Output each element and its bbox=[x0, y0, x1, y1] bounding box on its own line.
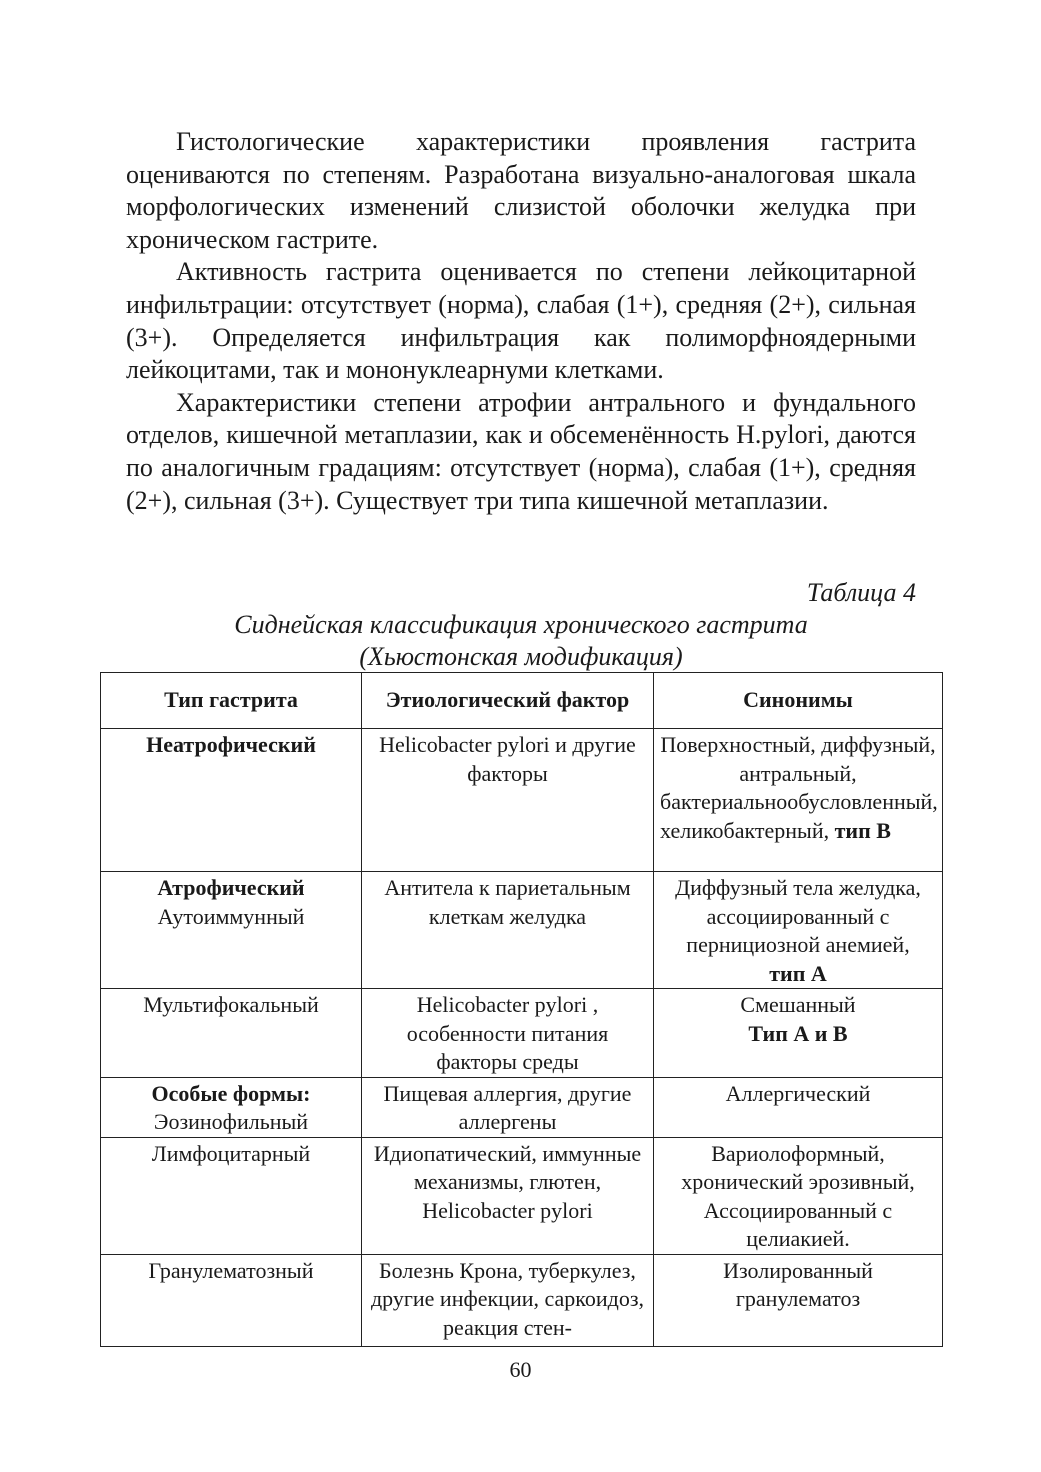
paragraph: Гистологические характеристики проявления гастрита оцениваются по степеням. Разработана визуально-аналоговая шкала морфологических изменений слизистой оболочки желудка при хроническом гастрите. bbox=[126, 127, 916, 254]
synonyms-bold: тип В bbox=[834, 817, 891, 843]
type-cell bbox=[101, 872, 362, 989]
header-cell: Тип гастрита bbox=[101, 673, 362, 729]
etiology-cell: Helicobacter pylori и другие факторы bbox=[362, 729, 654, 872]
synonyms-cell bbox=[654, 872, 943, 989]
type-cell bbox=[101, 729, 362, 872]
type-text: Гранулематозный bbox=[148, 1257, 314, 1283]
synonyms-cell bbox=[654, 1254, 943, 1346]
type-cell bbox=[101, 989, 362, 1078]
table-title-line: Сиднейская классификация хронического гастрита bbox=[234, 610, 808, 639]
etiology-cell: Helicobacter pylori , особенности питания факторы среды bbox=[362, 989, 654, 1078]
table-title-line: (Хьюстонская модификация) bbox=[359, 642, 683, 671]
table-row bbox=[101, 1254, 943, 1346]
type-text: Аутоиммунный bbox=[157, 903, 305, 929]
synonyms-cell bbox=[654, 989, 943, 1078]
page-number: 60 bbox=[509, 1357, 532, 1382]
type-bold: Особые формы: bbox=[151, 1080, 311, 1106]
type-text: Эозинофильный bbox=[153, 1109, 309, 1134]
type-text: Лимфоцитарный bbox=[151, 1140, 311, 1166]
table-row bbox=[101, 1077, 943, 1137]
etiology-text: Болезнь Крона, туберкулез, другие инфекции, саркоидоз, реакция стен- bbox=[370, 1257, 645, 1340]
paragraph: Активность гастрита оценивается по степени лейкоцитарной инфильтрации: отсутствует (норма), слабая (1+), средняя (2+), сильная (3+). Определяется инфильтрация как полиморфноядерными лейкоцитами, так и мононуклеарнуми клетками. bbox=[126, 257, 916, 385]
synonyms-bold: тип А bbox=[769, 960, 827, 986]
type-cell bbox=[101, 1254, 362, 1346]
type-cell bbox=[101, 1077, 362, 1137]
type-text: Мультифокальный bbox=[143, 992, 319, 1017]
etiology-cell bbox=[362, 1254, 654, 1346]
etiology-cell: Идиопатический, иммунные механизмы, глютен, Helicobacter pylori bbox=[362, 1137, 654, 1254]
table-number: Таблица 4 bbox=[806, 578, 916, 607]
paragraph: Характеристики степени атрофии антрального и фундального отделов, кишечной метаплазии, как и обсеменённость H.pylori, даются по аналогичным градациям: отсутствует (норма), слабая (1+), средняя (2+), сильная (3+). Существует три типа кишечной метаплазии. bbox=[126, 387, 916, 515]
table-header-row bbox=[101, 673, 943, 729]
type-bold: Атрофический bbox=[157, 875, 305, 900]
table-row bbox=[101, 872, 943, 989]
synonyms-text: Диффузный тела желудка, ассоциированный с пернициозной анемией, bbox=[675, 875, 921, 957]
synonyms-text: Поверхностный, диффузный, антральный, бактериальнообусловленный, хеликобактерный, bbox=[660, 732, 938, 843]
etiology-cell: Антитела к париетальным клеткам желудка bbox=[362, 872, 654, 989]
table-row bbox=[101, 1137, 943, 1254]
etiology-cell: Пищевая аллергия, другие аллергены bbox=[362, 1077, 654, 1137]
table-title bbox=[100, 609, 942, 673]
synonyms-text: Смешанный bbox=[740, 992, 856, 1017]
synonyms-cell: Вариолоформный, хронический эрозивный, Ассоциированный с целиакией. bbox=[654, 1137, 943, 1254]
table-row bbox=[101, 729, 943, 872]
classification-table bbox=[100, 672, 943, 1347]
body-text bbox=[126, 126, 916, 517]
synonyms-cell: Аллергический bbox=[654, 1077, 943, 1137]
type-bold: Неатрофический bbox=[146, 732, 316, 757]
header-cell: Этиологический фактор bbox=[362, 673, 654, 729]
type-cell bbox=[101, 1137, 362, 1254]
table-row bbox=[101, 989, 943, 1078]
synonyms-text: Изолированный гранулематоз bbox=[723, 1257, 873, 1311]
synonyms-bold: Тип А и В bbox=[748, 1020, 848, 1046]
header-cell: Синонимы bbox=[654, 673, 943, 729]
synonyms-cell bbox=[654, 729, 943, 872]
